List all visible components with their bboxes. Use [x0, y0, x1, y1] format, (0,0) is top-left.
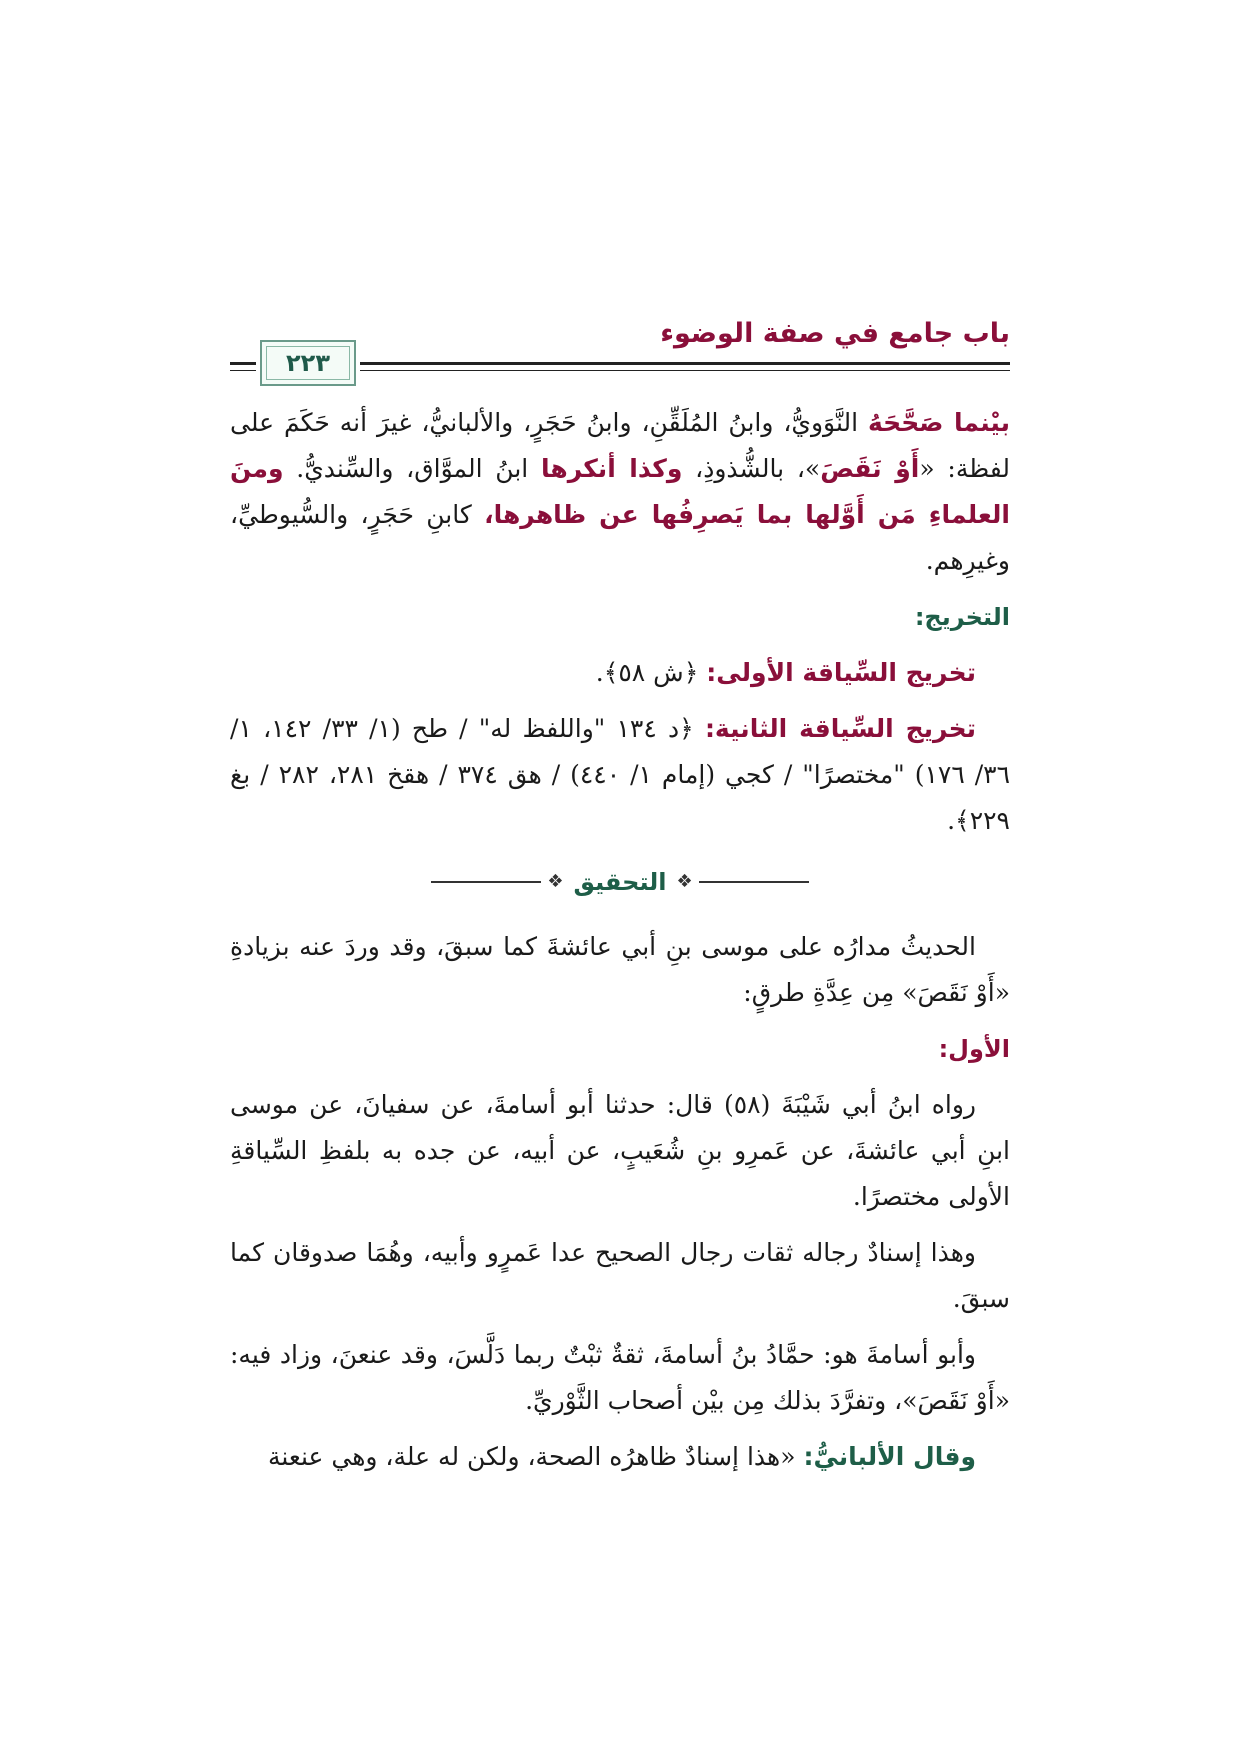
paragraph-7 [230, 1434, 1010, 1480]
awwal-heading: الأول: [938, 1035, 1010, 1063]
body-text: ابنُ الموَّاق، والسِّنديُّ. [283, 454, 541, 483]
highlight-text: ومنَ العلماءِ مَن أَوَّلها بما يَصرِفُها عن ظاهرها، [230, 454, 1010, 529]
highlight-text: أَوْ نَقَصَ [820, 454, 920, 483]
takhrij-first-label: تخريج السِّياقة الأولى: [706, 658, 976, 687]
paragraph-4: رواه ابنُ أبي شَيْبَةَ (٥٨) قال: حدثنا أبو أسامةَ، عن سفيانَ، عن موسى ابنِ أبي عائشةَ، عن عَمرِو بنِ شُعَيبٍ، عن أبيه، عن جده به بلفظِ السِّياقةِ الأولى مختصرًا. [230, 1090, 1010, 1211]
divider-line-left [431, 881, 541, 883]
ornament-icon: ❖ [547, 871, 564, 892]
page-content [230, 400, 1010, 1490]
chapter-title [660, 318, 1010, 349]
body-text: »، بالشُّذوذِ، [682, 454, 821, 483]
takhrij-second-text: ﴿د ١٣٤ "واللفظ له" / طح (١/ ٣٣/ ١٤٢، ١/ ٣٦/ ١٧٦) "مختصرًا" / كجي (إمام ١/ ٤٤٠) / هق ٣٧٤ / هقخ ٢٨١، ٢٨٢ / بغ ٢٢٩﴾. [230, 714, 1011, 835]
tahqiq-heading: التحقيق [573, 868, 667, 896]
takhrij-heading: التخريج: [914, 603, 1010, 631]
chapter-title-text: باب جامع في صفة الوضوء [660, 318, 1010, 349]
body-text: النَّوَويُّ، وابنُ المُلَقِّنِ، وابنُ حَجَرٍ، والألبانيُّ، غيرَ أنه حَكَمَ على لفظة: « [230, 408, 1010, 483]
takhrij-second-label: تخريج السِّياقة الثانية: [704, 714, 977, 743]
header-rule-left-thick [230, 362, 256, 365]
highlight-text: بيْنما صَحَّحَهُ [868, 408, 1010, 437]
divider-line-right [699, 881, 809, 883]
albani-quote: «هذا إسنادٌ ظاهرُه الصحة، ولكن له علة، وهي عنعنة [267, 1442, 804, 1471]
header-rule-thin [360, 370, 1010, 371]
paragraph-6: وأبو أسامةَ هو: حمَّادُ بنُ أسامةَ، ثقةٌ ثبْتٌ ربما دَلَّسَ، وقد عنعنَ، وزاد فيه: «أَوْ نَقَصَ»، وتفرَّدَ بذلك مِن بيْن أصحاب الثَّوْريِّ. [230, 1340, 1010, 1415]
takhrij-first [230, 650, 1010, 696]
page-number-frame [260, 340, 356, 386]
paragraph-1 [230, 400, 1010, 584]
page-number: ٢٢٣ [286, 349, 330, 377]
takhrij-second [230, 706, 1010, 844]
body-text: كابنِ حَجَرٍ، والسُّيوطيِّ، وغيرِهم. [230, 500, 1010, 575]
paragraph-5: وهذا إسنادٌ رجاله ثقات رجال الصحيح عدا عَمرٍو وأبيه، وهُمَا صدوقان كما سبقَ. [230, 1238, 1010, 1313]
header-rule-left-thin [230, 370, 256, 371]
header-rule-thick [360, 362, 1010, 365]
section-divider [230, 862, 1010, 902]
ornament-icon: ❖ [676, 871, 693, 892]
takhrij-first-text: ﴿ش ٥٨﴾. [595, 658, 707, 687]
paragraph-3: الحديثُ مدارُه على موسى بنِ أبي عائشةَ كما سبقَ، وقد وردَ عنه بزيادةِ «أَوْ نَقَصَ» مِن عِدَّةِ طرقٍ: [230, 932, 1010, 1007]
page-header [230, 318, 1010, 382]
highlight-text: وكذا أنكرها [541, 454, 683, 483]
albani-label: وقال الألبانيُّ: [803, 1442, 976, 1471]
